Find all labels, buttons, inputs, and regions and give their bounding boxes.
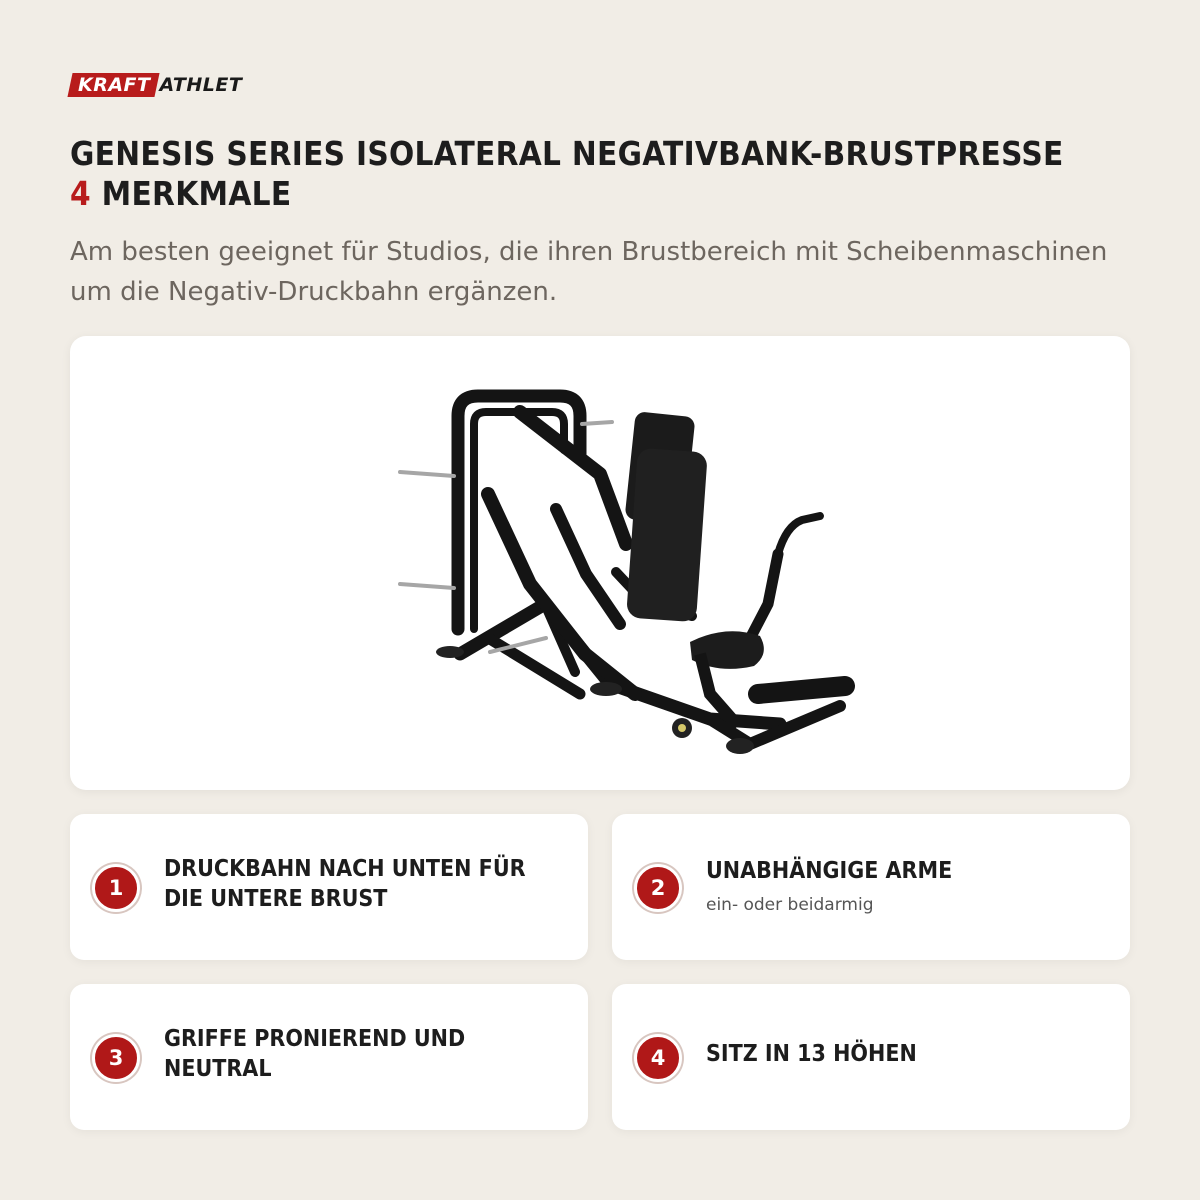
feature-number-badge: 2	[634, 864, 682, 912]
feature-number-badge: 4	[634, 1034, 682, 1082]
feature-subtitle: ein- oder beidarmig	[706, 895, 874, 915]
brand-logo-part2: ATHLET	[159, 74, 243, 96]
feature-card-3	[70, 984, 588, 1130]
feature-title: GRIFFE PRONIEREND UND NEUTRAL	[164, 1026, 466, 1082]
brand-logo	[70, 72, 242, 98]
feature-card-2	[612, 814, 1130, 960]
page-title	[70, 134, 1150, 214]
feature-text-block	[706, 856, 1106, 916]
feature-card-4	[612, 984, 1130, 1130]
page-title-line1: GENESIS SERIES ISOLATERAL NEGATIVBANK-BRUSTPRESSE	[70, 134, 1064, 173]
product-machine-illustration	[370, 354, 890, 774]
feature-title: SITZ IN 13 HÖHEN	[706, 1041, 917, 1067]
feature-number-badge: 3	[92, 1034, 140, 1082]
feature-title: DRUCKBAHN NACH UNTEN FÜR DIE UNTERE BRUST	[164, 856, 526, 912]
feature-title: UNABHÄNGIGE ARME	[706, 858, 953, 884]
feature-card-1	[70, 814, 588, 960]
page-subtitle: Am besten geeignet für Studios, die ihren Brustbereich mit Scheibenmaschinen um die Negativ-Druckbahn ergänzen.	[70, 237, 1108, 307]
product-image-card	[70, 336, 1130, 790]
brand-logo-part1: KRAFT	[78, 74, 151, 96]
feature-count: 4	[70, 174, 91, 213]
feature-number-badge: 1	[92, 864, 140, 912]
page-title-rest: MERKMALE	[90, 174, 292, 213]
